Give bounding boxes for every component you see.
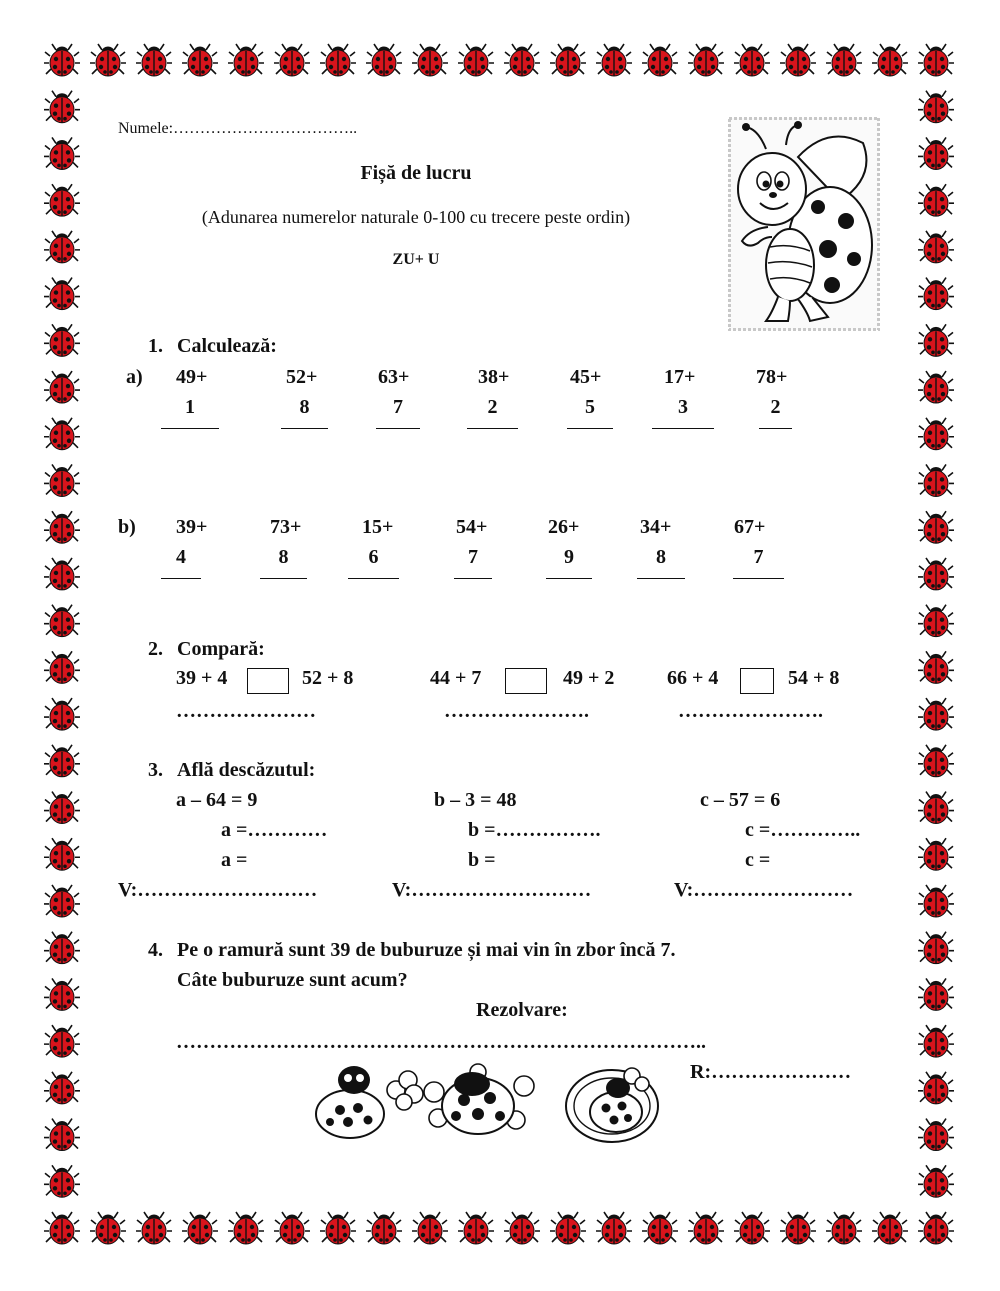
ladybug-icon — [44, 324, 80, 356]
ladybug-icon — [918, 1025, 954, 1057]
ex1-b-problem-3-top: 15+ — [362, 516, 394, 538]
ladybug-icon — [44, 231, 80, 263]
ladybug-icon — [918, 885, 954, 917]
ex1-b-problem-1-answer-line[interactable] — [161, 578, 201, 579]
ex4-solution-dots: …………………………………………………………………….. — [176, 1031, 706, 1053]
ladybug-icon — [44, 978, 80, 1010]
ex3-title: Află descăzutul: — [177, 759, 316, 781]
ex1-b-problem-1-bottom: 4 — [176, 546, 186, 568]
ladybug-icon — [504, 1212, 540, 1244]
ex1-a-problem-5-bottom: 5 — [585, 396, 595, 418]
ladybug-icon — [44, 511, 80, 543]
ladybug-icon — [918, 464, 954, 496]
ladybug-icon — [918, 605, 954, 637]
compare-1-answer-box[interactable] — [247, 668, 289, 694]
ladybug-icon — [274, 44, 310, 76]
ex1-b-problem-4-bottom: 7 — [468, 546, 478, 568]
equation-c-line2: c = — [745, 849, 771, 871]
ladybug-icon — [550, 44, 586, 76]
ladybug-icon — [918, 698, 954, 730]
ex4-problem-line1: Pe o ramură sunt 39 de buburuze și mai vin în zbor încă 7. — [177, 939, 676, 961]
ladybug-icon — [918, 978, 954, 1010]
ladybug-icon — [918, 184, 954, 216]
ladybug-icon — [44, 745, 80, 777]
ex1-a-problem-2-top: 52+ — [286, 366, 318, 388]
ladybug-icon — [780, 44, 816, 76]
ladybug-icon — [918, 418, 954, 450]
ladybug-icon — [918, 91, 954, 123]
ladybug-icon — [44, 184, 80, 216]
ladybug-icon — [918, 1212, 954, 1244]
ex3-number: 3. — [148, 759, 163, 781]
ex1-b-problem-2-answer-line[interactable] — [260, 578, 307, 579]
ladybug-icon — [504, 44, 540, 76]
ladybug-icon — [228, 44, 264, 76]
ladybug-icon — [642, 1212, 678, 1244]
ladybug-icon — [918, 838, 954, 870]
equation-c: c – 57 = 6 — [700, 789, 781, 811]
ex1-a-problem-6-answer-line[interactable] — [652, 428, 714, 429]
compare-3-left: 66 + 4 — [667, 667, 719, 689]
ladybug-icon — [44, 137, 80, 169]
equation-c-check: V:…………………… — [674, 879, 854, 901]
name-field-label: Numele:…………………………….. — [118, 120, 358, 137]
ex1-a-problem-4-bottom: 2 — [487, 396, 498, 418]
ladybugs-with-flowers-illustration — [300, 1058, 670, 1148]
ex1-a-problem-7-top: 78+ — [756, 366, 788, 388]
ex1-b-problem-5-bottom: 9 — [564, 546, 574, 568]
compare-1-left: 39 + 4 — [176, 667, 228, 689]
ex1-a-problem-2-answer-line[interactable] — [281, 428, 328, 429]
ladybug-icon — [734, 44, 770, 76]
ex1-a-problem-1-top: 49+ — [176, 366, 208, 388]
ex1-b-problem-3-bottom: 6 — [368, 546, 379, 568]
ladybug-icon — [90, 1212, 126, 1244]
ladybug-icon — [320, 1212, 356, 1244]
ladybug-icon — [44, 91, 80, 123]
worksheet-subtitle: (Adunarea numerelor naturale 0-100 cu trecere peste ordin) — [201, 207, 631, 227]
ladybug-icon — [44, 464, 80, 496]
ex1-a-problem-4-top: 38+ — [478, 366, 510, 388]
ex1-title: Calculează: — [177, 335, 277, 357]
ex1-b-problem-6-bottom: 8 — [656, 546, 666, 568]
ladybug-icon — [274, 1212, 310, 1244]
ladybug-icon — [44, 838, 80, 870]
compare-2-right: 49 + 2 — [563, 667, 615, 689]
ladybug-icon — [918, 1165, 954, 1197]
ladybug-icon — [44, 418, 80, 450]
ex1-b-problem-2-bottom: 8 — [278, 546, 289, 568]
ex1-b-problem-5-answer-line[interactable] — [546, 578, 592, 579]
ex1-b-problem-6-top: 34+ — [640, 516, 672, 538]
ex1-a-problem-5-answer-line[interactable] — [567, 428, 613, 429]
ladybug-icon — [918, 44, 954, 76]
ladybug-icon — [90, 44, 126, 76]
ladybug-icon — [320, 44, 356, 76]
ex1-b-problem-1-top: 39+ — [176, 516, 208, 538]
ladybug-bee-illustration — [728, 117, 880, 331]
ex4-problem-line2: Câte buburuze sunt acum? — [177, 969, 408, 991]
ladybug-icon — [366, 1212, 402, 1244]
equation-a: a – 64 = 9 — [176, 789, 258, 811]
ladybug-icon — [412, 1212, 448, 1244]
ladybug-icon — [918, 1072, 954, 1104]
compare-2-answer-box[interactable] — [505, 668, 547, 694]
ladybug-icon — [44, 1072, 80, 1104]
equation-b-line2: b = — [468, 849, 496, 871]
worksheet-title: Fișă de lucru — [360, 162, 472, 184]
ladybug-icon — [596, 44, 632, 76]
equation-b-check: V:……………………… — [392, 879, 592, 901]
ladybug-icon — [182, 1212, 218, 1244]
ladybug-icon — [44, 698, 80, 730]
ladybug-icon — [918, 792, 954, 824]
ex1-a-label: a) — [126, 366, 143, 388]
ladybug-icon — [780, 1212, 816, 1244]
ex1-a-problem-3-bottom: 7 — [393, 396, 403, 418]
ex1-a-problem-1-bottom: 1 — [185, 396, 195, 418]
compare-3-answer-box[interactable] — [740, 668, 774, 694]
ex4-solution-label: Rezolvare: — [476, 999, 568, 1021]
equation-a-check: V:……………………… — [118, 879, 318, 901]
ex2-number: 2. — [148, 638, 163, 660]
equation-b: b – 3 = 48 — [434, 789, 517, 811]
ex1-a-problem-3-answer-line[interactable] — [376, 428, 420, 429]
ex1-b-problem-5-top: 26+ — [548, 516, 580, 538]
compare-3-right: 54 + 8 — [788, 667, 840, 689]
ladybug-icon — [44, 792, 80, 824]
ex1-b-problem-3-answer-line[interactable] — [348, 578, 399, 579]
ladybug-icon — [44, 1025, 80, 1057]
ladybug-icon — [136, 44, 172, 76]
ex1-b-problem-2-top: 73+ — [270, 516, 302, 538]
ex1-a-problem-4-answer-line[interactable] — [467, 428, 518, 429]
ladybug-icon — [688, 44, 724, 76]
compare-1-right: 52 + 8 — [302, 667, 354, 689]
ladybug-icon — [182, 44, 218, 76]
ladybug-icon — [826, 44, 862, 76]
ladybug-icon — [412, 44, 448, 76]
ladybug-icon — [458, 1212, 494, 1244]
ladybug-icon — [136, 1212, 172, 1244]
compare-2-dots: …………………. — [444, 700, 589, 722]
ladybug-icon — [550, 1212, 586, 1244]
ladybug-icon — [872, 44, 908, 76]
equation-a-line2: a = — [221, 849, 248, 871]
ladybug-icon — [734, 1212, 770, 1244]
ex1-b-problem-7-bottom: 7 — [753, 546, 764, 568]
ex1-a-problem-6-top: 17+ — [664, 366, 696, 388]
ladybug-icon — [872, 1212, 908, 1244]
ladybug-icon — [918, 932, 954, 964]
ladybug-icon — [918, 371, 954, 403]
ex4-number: 4. — [148, 939, 163, 961]
ladybug-icon — [458, 44, 494, 76]
ex1-b-problem-6-answer-line[interactable] — [637, 578, 685, 579]
ladybug-icon — [918, 137, 954, 169]
ladybug-icon — [918, 651, 954, 683]
ladybug-icon — [44, 651, 80, 683]
ladybug-icon — [918, 511, 954, 543]
ladybug-icon — [44, 605, 80, 637]
ladybug-icon — [826, 1212, 862, 1244]
ladybug-icon — [366, 44, 402, 76]
equation-a-line1: a =………… — [221, 819, 328, 841]
ladybug-icon — [918, 558, 954, 590]
ex2-title: Compară: — [177, 638, 265, 660]
ex1-a-problem-5-top: 45+ — [570, 366, 602, 388]
ladybug-icon — [44, 371, 80, 403]
ex1-a-problem-3-top: 63+ — [378, 366, 410, 388]
ex1-b-label: b) — [118, 516, 136, 538]
ex1-a-problem-2-bottom: 8 — [299, 396, 310, 418]
compare-2-left: 44 + 7 — [430, 667, 482, 689]
ladybug-icon — [44, 558, 80, 590]
ladybug-icon — [44, 885, 80, 917]
ladybug-icon — [918, 231, 954, 263]
ladybug-icon — [688, 1212, 724, 1244]
ladybug-icon — [642, 44, 678, 76]
worksheet-topic: ZU+ U — [392, 251, 440, 268]
ladybug-icon — [44, 1212, 80, 1244]
ex1-a-problem-6-bottom: 3 — [678, 396, 688, 418]
ladybug-icon — [918, 324, 954, 356]
ladybug-icon — [918, 278, 954, 310]
compare-3-dots: …………………. — [678, 700, 823, 722]
ex1-a-problem-7-bottom: 2 — [770, 396, 781, 418]
ladybug-icon — [596, 1212, 632, 1244]
ex4-answer-line: R:………………… — [690, 1061, 852, 1083]
ex1-b-problem-4-answer-line[interactable] — [454, 578, 492, 579]
ladybug-icon — [44, 1165, 80, 1197]
ex1-b-problem-7-top: 67+ — [734, 516, 766, 538]
ladybug-icon — [44, 278, 80, 310]
ex1-number: 1. — [148, 335, 163, 357]
ex1-a-problem-7-answer-line[interactable] — [759, 428, 792, 429]
ex1-b-problem-4-top: 54+ — [456, 516, 488, 538]
compare-1-dots: ………………… — [176, 700, 316, 722]
equation-c-line1: c =………….. — [745, 819, 861, 841]
ladybug-icon — [44, 44, 80, 76]
ladybug-icon — [44, 932, 80, 964]
ladybug-icon — [44, 1119, 80, 1151]
equation-b-line1: b =……………. — [468, 819, 601, 841]
ladybug-icon — [228, 1212, 264, 1244]
ladybug-icon — [918, 745, 954, 777]
ex1-b-problem-7-answer-line[interactable] — [733, 578, 784, 579]
ex1-a-problem-1-answer-line[interactable] — [161, 428, 219, 429]
ladybug-icon — [918, 1119, 954, 1151]
